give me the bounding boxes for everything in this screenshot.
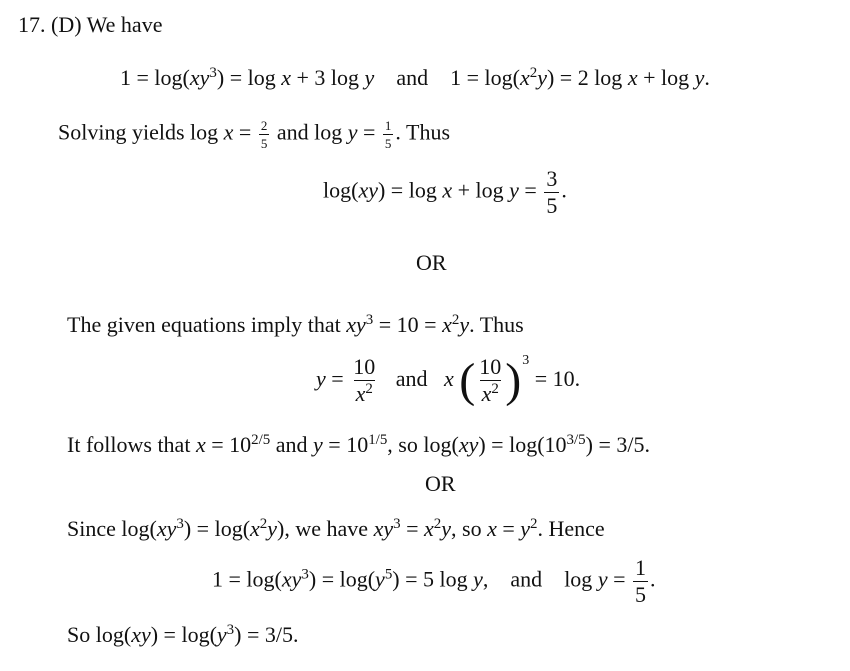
substitution-equation: y = $\frac{10}{x^2}$ and x ( $\frac{10}{x^2}$ )$^3$ = 10. [316, 353, 581, 407]
fraction-3-5: $\frac{3}{5}$ [546, 166, 558, 218]
intro-text: We have [86, 12, 163, 37]
follows-line: It follows that $x = 10^{2/5}$ and $y = 10^{1/5}$, so $\log(xy) = \log(10^{3/5}) = 3/5$. [67, 431, 650, 457]
given-equations-line: The given equations imply that $xy^3 = 10 = x^2y$. Thus [67, 311, 524, 337]
fraction-1-5: $\frac{1}{5}$ [384, 118, 392, 151]
final-line: So $\log(xy) = \log(y^3) = 3/5$. [67, 621, 299, 647]
fraction-1-5-display: $\frac{1}{5}$ [635, 555, 646, 607]
answer-choice: (D) [51, 12, 82, 37]
or-separator-1: OR [416, 250, 447, 275]
log-y-equation: $1 = \log(xy^3) = \log(y^5) = 5$ log y, and log y = $\frac{1}{5}$ . [212, 555, 656, 607]
solving-line: Solving yields log x = $\frac{2}{5}$ and log y = $\frac{1}{5}$ . Thus [58, 118, 451, 151]
and-word: and [396, 65, 429, 90]
since-line: Since $\log(xy^3) = \log(x^2y)$, we have $xy^3 = x^2y$, so $x = y^2$. Hence [67, 515, 605, 541]
problem-number: 17. [18, 12, 46, 37]
or-separator-2: OR [425, 471, 456, 496]
equation-system: $1 = \log(xy^3) = \log x + 3$ log y and $1 = \log(x^2y) = 2$ log x + log y. [120, 64, 710, 90]
result-equation-1: log(xy) = log x + log y = $\frac{3}{5}$ . [323, 166, 567, 218]
solution-header [18, 14, 162, 36]
fraction-2-5: $\frac{2}{5}$ [260, 118, 268, 151]
fraction-10-over-x2: $\frac{10}{x^2}$ [353, 354, 376, 407]
